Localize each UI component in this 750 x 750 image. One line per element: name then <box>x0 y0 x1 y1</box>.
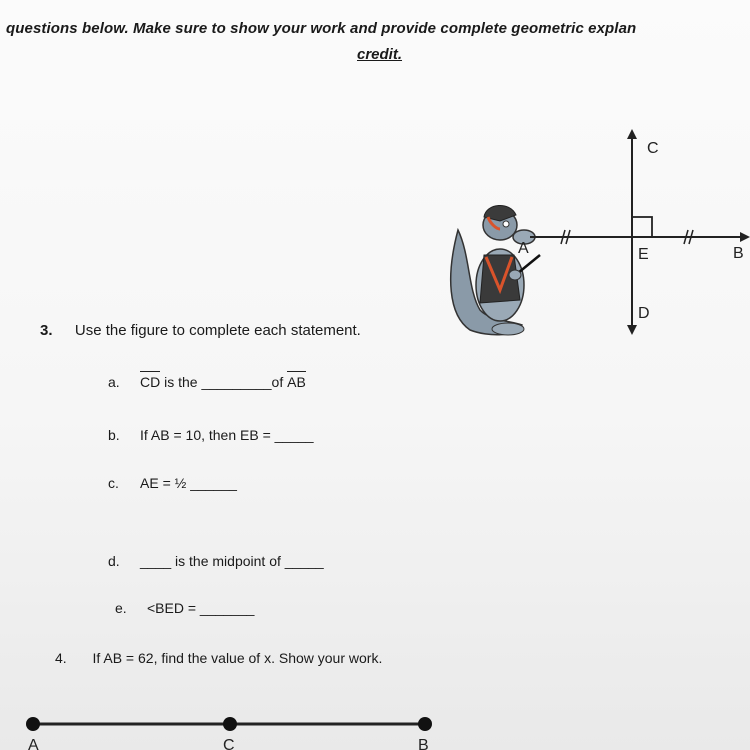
segment-cd: CD <box>140 374 161 390</box>
question-3c <box>108 475 237 491</box>
segment-label-a: A <box>28 737 39 750</box>
question-3b <box>108 427 314 443</box>
point-label-a: A <box>518 240 529 257</box>
question-prompt: Use the figure to complete each statement. <box>74 322 361 339</box>
instructions-text: questions below. Make sure to show your work and provide complete geometric explan <box>6 20 637 37</box>
perpendicular-bisector-figure <box>440 125 750 340</box>
mascot-illustration <box>451 205 540 335</box>
question-prompt: If AB = 62, find the value of x. Show your work. <box>92 650 383 666</box>
point-label-e: E <box>638 246 649 263</box>
segment-acb-figure <box>20 712 440 750</box>
item-letter: a. <box>108 374 120 390</box>
segment-label-b: B <box>418 737 429 750</box>
segment-ab: AB <box>287 374 306 390</box>
question-number: 4. <box>55 650 67 666</box>
point-label-d: D <box>638 305 650 322</box>
question-number: 3. <box>40 322 53 339</box>
instructions-continuation: credit. <box>357 46 403 63</box>
question-3 <box>40 322 361 339</box>
question-3e <box>115 600 254 616</box>
item-text: AE = ½ ______ <box>140 475 237 491</box>
item-text: is the _________of <box>160 374 288 390</box>
item-letter: b. <box>108 427 120 443</box>
item-letter: e. <box>115 600 127 616</box>
point-label-c: C <box>647 140 659 157</box>
item-text: <BED = _______ <box>147 600 255 616</box>
item-letter: d. <box>108 553 120 569</box>
item-text: ____ is the midpoint of _____ <box>140 553 324 569</box>
point-label-b: B <box>733 245 744 262</box>
question-3a <box>108 374 306 390</box>
question-3d <box>108 553 324 569</box>
item-letter: c. <box>108 475 119 491</box>
segment-label-c: C <box>223 737 235 750</box>
item-text: If AB = 10, then EB = _____ <box>140 427 314 443</box>
question-4 <box>55 650 382 666</box>
